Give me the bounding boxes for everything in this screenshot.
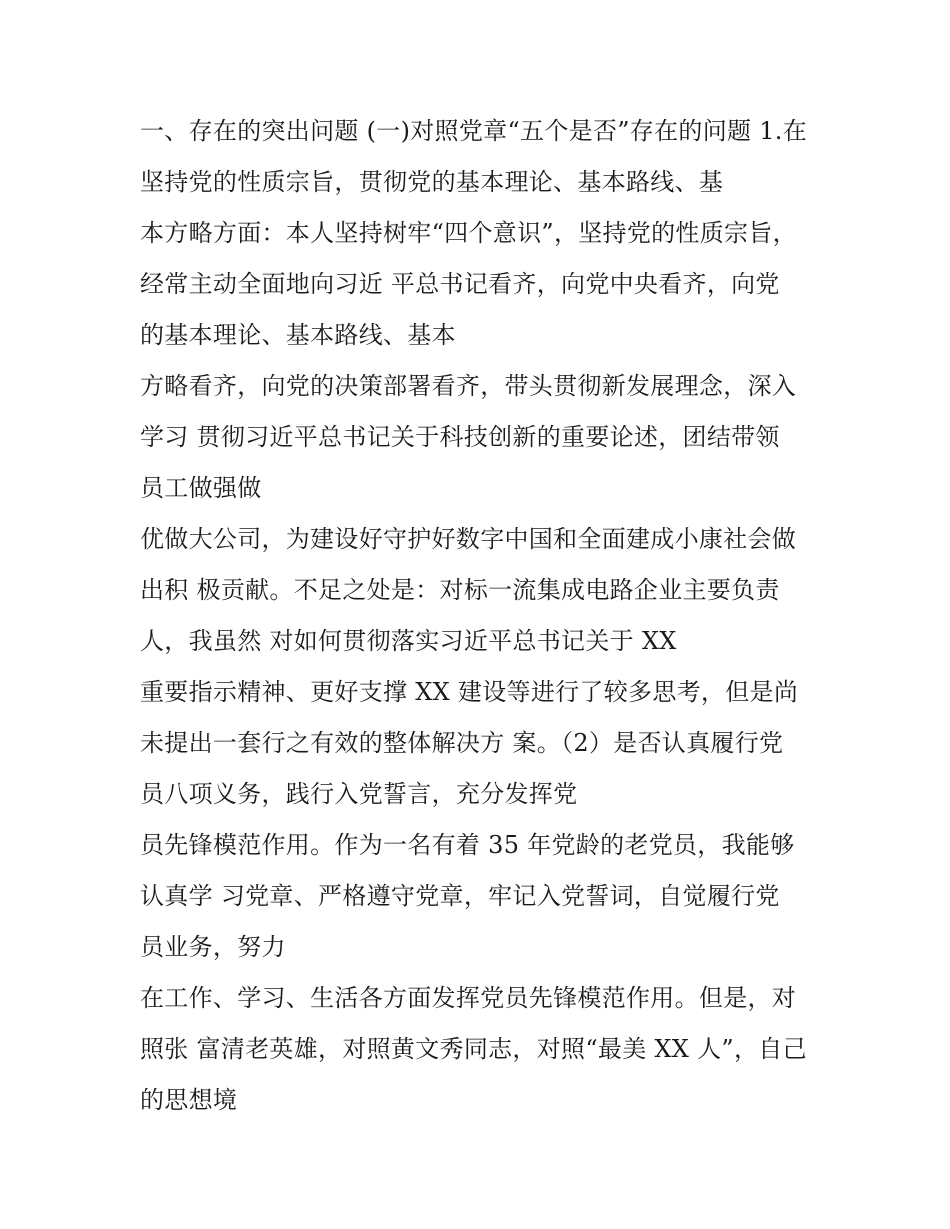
text-line: 照张 富清老英雄，对照黄文秀同志，对照“最美 XX 人”，自己	[140, 1035, 807, 1063]
text-line: 一、存在的突出问题 (一)对照党章“五个是否”存在的问题 1.在	[140, 117, 808, 145]
text-line: 认真学 习党章、严格遵守党章，牢记入党誓词，自觉履行党	[140, 882, 780, 910]
text-line: 经常主动全面地向习近 平总书记看齐，向党中央看齐，向党	[140, 270, 780, 298]
text-line: 本方略方面：本人坚持树牢“四个意识”，坚持党的性质宗旨，	[140, 219, 797, 247]
text-line: 优做大公司，为建设好守护好数字中国和全面建成小康社会做	[140, 525, 797, 553]
text-line: 员八项义务，践行入党誓言，充分发挥党	[140, 780, 578, 808]
text-line: 坚持党的性质宗旨，贯彻党的基本理论、基本路线、基	[140, 168, 724, 196]
document-body	[140, 106, 830, 1126]
text-line: 出积 极贡献。不足之处是：对标一流集成电路企业主要负责	[140, 576, 780, 604]
text-line: 的思想境	[140, 1086, 238, 1114]
text-line: 方略看齐，向党的决策部署看齐，带头贯彻新发展理念，深入	[140, 372, 797, 400]
text-line: 在工作、学习、生活各方面发挥党员先锋模范作用。但是，对	[140, 984, 797, 1012]
text-line: 未提出一套行之有效的整体解决方 案。（2）是否认真履行党	[140, 729, 784, 757]
text-line: 员先锋模范作用。作为一名有着 35 年党龄的老党员，我能够	[140, 831, 795, 859]
text-line: 学习 贯彻习近平总书记关于科技创新的重要论述，团结带领	[140, 423, 780, 451]
text-line: 人，我虽然 对如何贯彻落实习近平总书记关于 XX	[140, 627, 677, 655]
text-line: 的基本理论、基本路线、基本	[140, 321, 456, 349]
text-line: 员工做强做	[140, 474, 262, 502]
text-line: 员业务，努力	[140, 933, 286, 961]
text-line: 重要指示精神、更好支撑 XX 建设等进行了较多思考，但是尚	[140, 678, 799, 706]
